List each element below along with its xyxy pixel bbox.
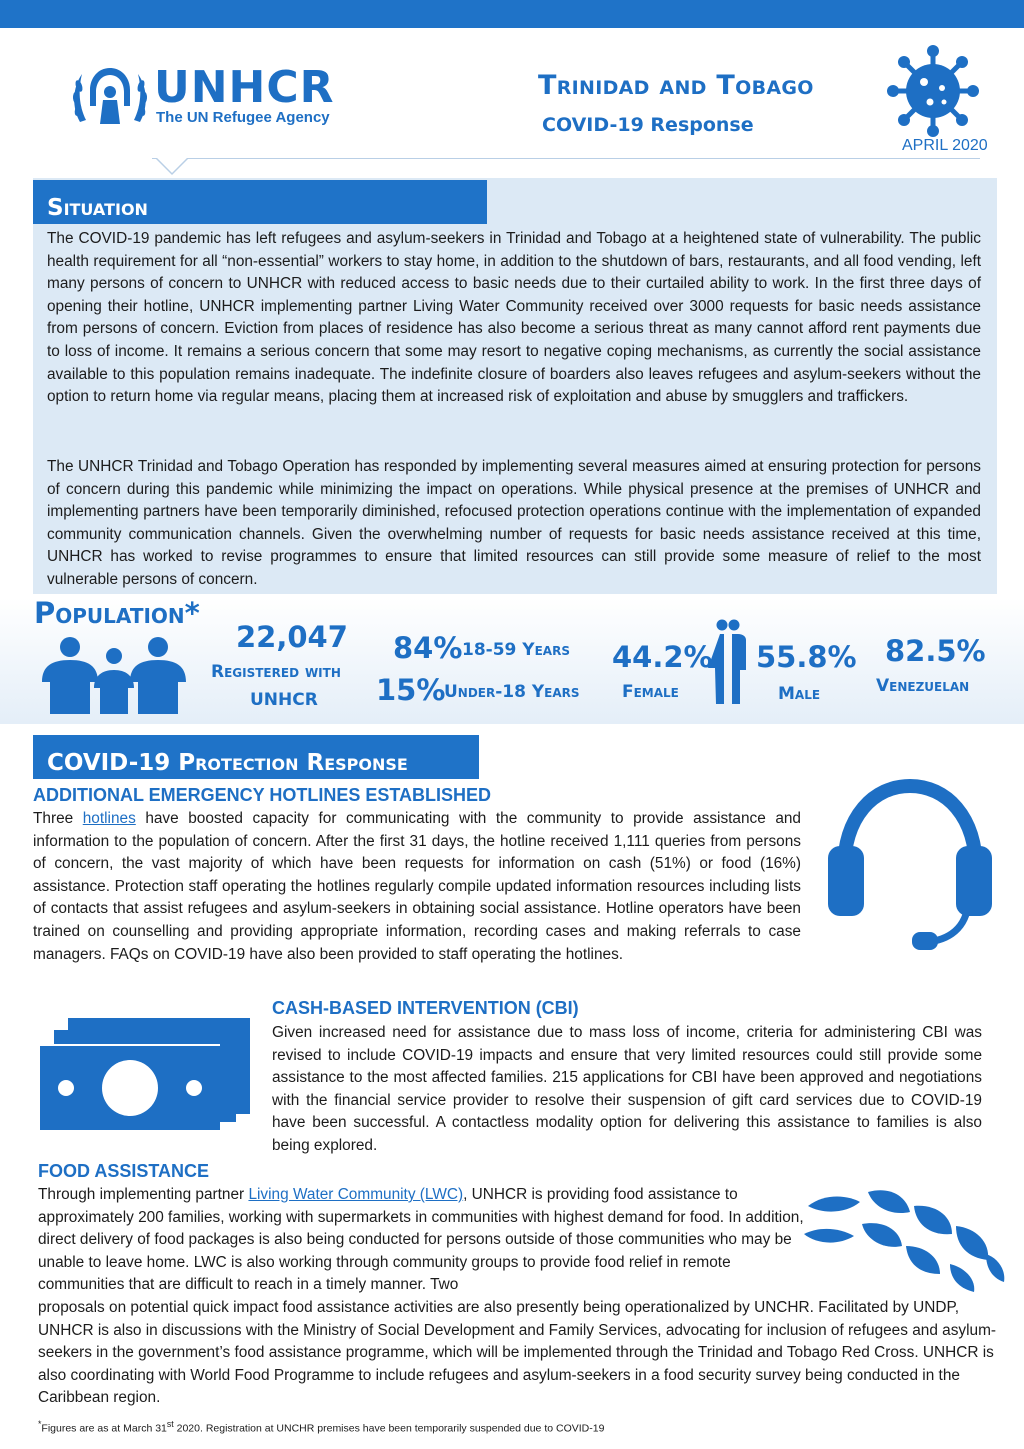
hotlines-heading: ADDITIONAL EMERGENCY HOTLINES ESTABLISHED <box>33 785 492 805</box>
food-text-start: Through implementing partner <box>38 1186 249 1203</box>
male-value: 55.8% <box>756 640 857 674</box>
top-bar <box>0 0 1024 28</box>
protection-heading: COVID-19 Protection Response <box>33 735 479 779</box>
hotlines-text <box>33 808 801 966</box>
registered-value: 22,047 <box>236 620 348 654</box>
age-child-label: Under-18 Years <box>444 682 580 702</box>
registered-label: Registered with <box>211 662 341 682</box>
age-adult-label: 18-59 Years <box>462 640 570 660</box>
footnote <box>38 1419 604 1435</box>
footnote-text-start: Figures are as at March 31 <box>41 1422 167 1435</box>
situation-heading: Situation <box>33 180 487 224</box>
cbi-text: Given increased need for assistance due to mass loss of income, criteria for administering CBI was revised to include COVID-19 impacts and ensure that very limited resources could still provide some assistance to the most affected families. 215 applications for CBI have been approved and negotiations with the financial service provider to resolve their suspension of gift card services due to COVID-19 have been successful. A contactless modality option for delivering this assistance to families is also being explored. <box>272 1024 982 1154</box>
footnote-text-rest: 2020. Registration at UNCHR premises have been temporarily suspended due to COVID-19 <box>173 1422 605 1435</box>
female-value: 44.2% <box>612 640 713 674</box>
cash-icon <box>40 1016 252 1132</box>
header-divider <box>152 158 980 159</box>
org-name: UNHCR <box>154 62 335 113</box>
people-icon <box>36 636 192 716</box>
food-text-rest: , UNHCR is providing food assistance to approximately 200 families, working with supermarkets in communities with highest demand for food. In addition, direct delivery of food packages is also being conducted for persons outside of those communities who may be unable to leave home. LWC is also working through community groups to provide food relief in remote communities that are difficult to reach in a timely manner. Two <box>38 1186 804 1294</box>
population-heading: Population* <box>34 596 200 630</box>
virus-icon <box>886 44 980 138</box>
male-label: Male <box>778 684 821 704</box>
lwc-link[interactable]: Living Water Community (LWC) <box>248 1186 464 1203</box>
food-text <box>38 1184 804 1297</box>
country-title: Trinidad and Tobago <box>538 70 814 101</box>
footnote-superscript: st <box>166 1419 174 1429</box>
age-child-value: 15% <box>376 673 446 707</box>
situation-paragraph-2: The UNHCR Trinidad and Tobago Operation has responded by implementing several measures aimed at ensuring protection for persons of concern during this pandemic while minimizing the impact on operations. While physical presence at the premises of UNHCR and implementing partners have been temporarily diminished, refocused protection operations continue with the implementation of expanded community communication channels. Given the overwhelming number of requests for basic needs assistance received at this time, UNHCR has worked to revise programmes to ensure that limited resources can still provide some measure of relief to the most vulnerable persons of concern. <box>47 458 981 588</box>
cbi-heading: CASH-BASED INTERVENTION (CBI) <box>272 998 579 1018</box>
header-pointer <box>156 158 188 178</box>
food-heading: FOOD ASSISTANCE <box>38 1161 210 1181</box>
female-label: Female <box>622 682 679 702</box>
unhcr-emblem-icon <box>70 62 150 130</box>
report-subtitle: COVID-19 Response <box>542 114 754 136</box>
org-tagline: The UN Refugee Agency <box>156 109 330 126</box>
registered-label-unhcr: UNHCR <box>250 690 318 710</box>
food-text-continued: proposals on potential quick impact food assistance activities are also presently being operationalized by UNCHR. Facilitated by UNDP, UNHCR is also in discussions with the Ministry of Social Development and Family Services, advocating for inclusion of refugees and asylum-seekers in the government’s food assistance programme, which will be implemented through the Trinidad and Tobago Red Cross. UNHCR is also coordinating with World Food Programme to include refugees and asylum-seekers in a food security survey being conducted in the Caribbean region. <box>38 1299 997 1407</box>
venezuelan-value: 82.5% <box>885 634 986 668</box>
hotlines-text-rest: have boosted capacity for communicating with the community to provide assistance and information to the population of concern. After the first 31 days, the hotline received 1,111 queries from persons of concern, the vast majority of which have been requests for information on cash (51%) or food (16%) assistance. Protection staff operating the hotlines regularly compile updated information resources including lists of contacts that assist refugees and asylum-seekers in obtaining social assistance. Hotline operators have been trained on counselling and providing appropriate information, recording cases and making referrals to case managers. FAQs on COVID-19 have also been provided to staff operating the hotlines. <box>33 810 801 963</box>
wheat-icon <box>802 1184 1006 1294</box>
venezuelan-label: Venezuelan <box>876 676 970 696</box>
headset-icon <box>818 776 1002 954</box>
gender-icon <box>702 618 754 706</box>
footnote-star: * <box>38 1419 42 1429</box>
age-adult-value: 84% <box>393 631 463 665</box>
situation-paragraph-1: The COVID-19 pandemic has left refugees and asylum-seekers in Trinidad and Tobago at a heightened state of vulnerability. The public health requirement for all “non-essential” workers to stay home, in addition to the shutdown of bars, restaurants, and all food vending, left many persons of concern to UNHCR with reduced access to basic needs due to their curtailed ability to work. In the first three days of opening their hotline, UNHCR implementing partner Living Water Community received over 3000 requests for basic needs assistance from persons of concern. Eviction from places of residence has also become a serious threat as many cannot afford rent payments due to loss of income. It remains a serious concern that some may resort to negative coping mechanisms, as currently the social assistance available to this population remains inadequate. The indefinite closure of boarders also leaves refugees and asylum-seekers without the option to return home via regular means, placing them at increased risk of exploitation and abuse by smugglers and traffickers. <box>47 230 981 406</box>
hotlines-text-start: Three <box>33 810 83 827</box>
hotlines-link[interactable]: hotlines <box>82 810 136 827</box>
report-date: APRIL 2020 <box>902 137 988 154</box>
